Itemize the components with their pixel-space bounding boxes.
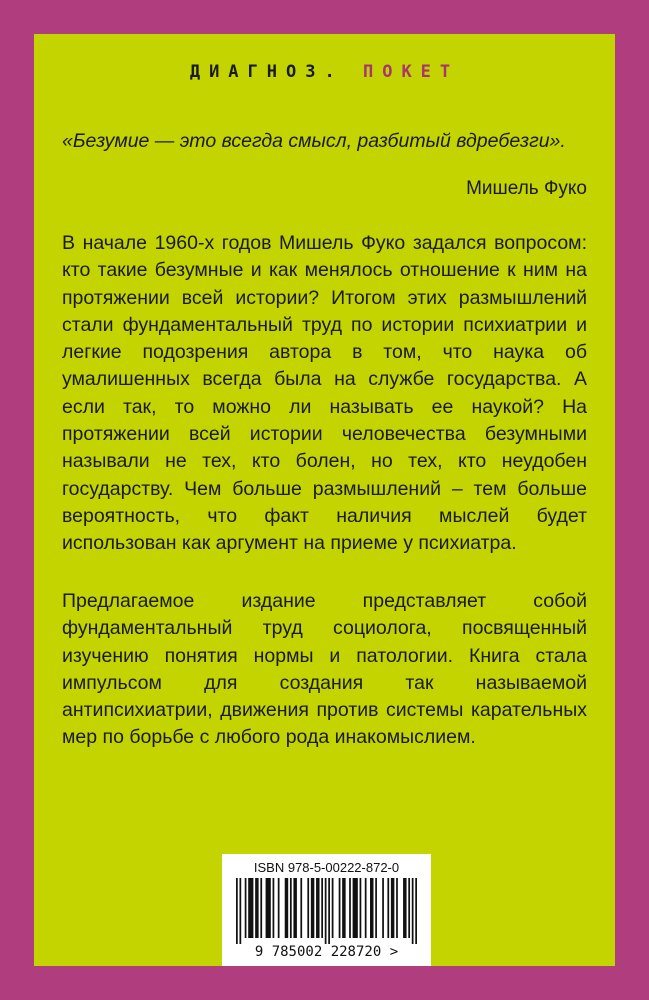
series-name-part1: ДИАГНОЗ. bbox=[189, 62, 344, 82]
barcode-digits: 9 785002 228720 > bbox=[254, 944, 399, 960]
barcode-bar bbox=[396, 878, 398, 938]
series-title bbox=[34, 62, 615, 82]
barcode-bar bbox=[285, 878, 288, 938]
barcode-bar bbox=[260, 878, 262, 938]
barcode-bar bbox=[300, 878, 302, 938]
barcode-label bbox=[222, 854, 431, 966]
isbn-text: ISBN 978-5-00222-872-0 bbox=[253, 860, 400, 875]
barcode-bar bbox=[353, 878, 358, 938]
barcode-bar bbox=[332, 878, 334, 938]
barcode-bar bbox=[349, 878, 351, 938]
barcode-bar bbox=[236, 878, 238, 944]
barcode-bar bbox=[321, 878, 323, 938]
barcode-bar bbox=[325, 878, 327, 944]
barcode-bar bbox=[408, 878, 410, 938]
description-paragraph-1: В начале 1960-х годов Мишель Фуко задался вопросом: кто такие безумные и как менялось отношение к ним на протяжении всей истории? Итогом этих размышлений стали фундаментальный труд по истории психиатрии и легкие подозрения автора в том, что наука об умалишенных всегда была на службе государства. А если так, то можно ли называть ее наукой? На протяжении всей истории человечества безумными называли не тех, кто болен, но тех, кто неудобен государству. Чем больше размышлений – тем больше вероятность, что факт наличия мыслей будет использован как аргумент на приеме у психиатра. bbox=[62, 232, 587, 555]
barcode-bar bbox=[342, 878, 345, 938]
barcode-bar bbox=[239, 878, 241, 944]
barcode-bar bbox=[387, 878, 389, 938]
barcode-bar bbox=[311, 878, 314, 938]
barcode-bar bbox=[375, 878, 377, 938]
barcode-bar bbox=[328, 878, 330, 944]
barcode-bar bbox=[415, 878, 417, 944]
barcode-bar bbox=[307, 878, 309, 938]
barcode-bar bbox=[293, 878, 296, 938]
barcode-bar bbox=[412, 878, 414, 944]
back-cover bbox=[34, 34, 615, 966]
barcode-bar bbox=[245, 878, 247, 938]
barcode-bar bbox=[403, 878, 406, 938]
series-name-part2: ПОКЕТ bbox=[362, 62, 460, 82]
barcode-bar bbox=[370, 878, 373, 938]
barcode-bar bbox=[382, 878, 384, 938]
barcode-bar bbox=[266, 878, 271, 938]
barcode-bar bbox=[273, 878, 275, 938]
barcode-bar bbox=[391, 878, 394, 938]
barcode-bar bbox=[360, 878, 362, 938]
barcode-bar bbox=[339, 878, 341, 938]
epigraph-author: Мишель Фуко bbox=[466, 178, 587, 199]
barcode-bar bbox=[278, 878, 280, 938]
barcode-bar bbox=[365, 878, 367, 938]
barcode-icon bbox=[236, 878, 417, 944]
barcode-bar bbox=[316, 878, 319, 938]
epigraph-quote: «Безумие — это всегда смысл, разбитый вдребезги». bbox=[62, 130, 566, 152]
barcode-bar bbox=[255, 878, 258, 938]
barcode-bar bbox=[248, 878, 253, 938]
description-paragraph-2: Предлагаемое издание представляет собой фундаментальный труд социолога, посвященный изучению понятия нормы и патологии. Книга стала импульсом для создания так называемой антипсихиатрии, движения против системы карательных мер по борьбе с любого рода инакомыслием. bbox=[62, 590, 587, 749]
barcode-bar bbox=[290, 878, 292, 938]
